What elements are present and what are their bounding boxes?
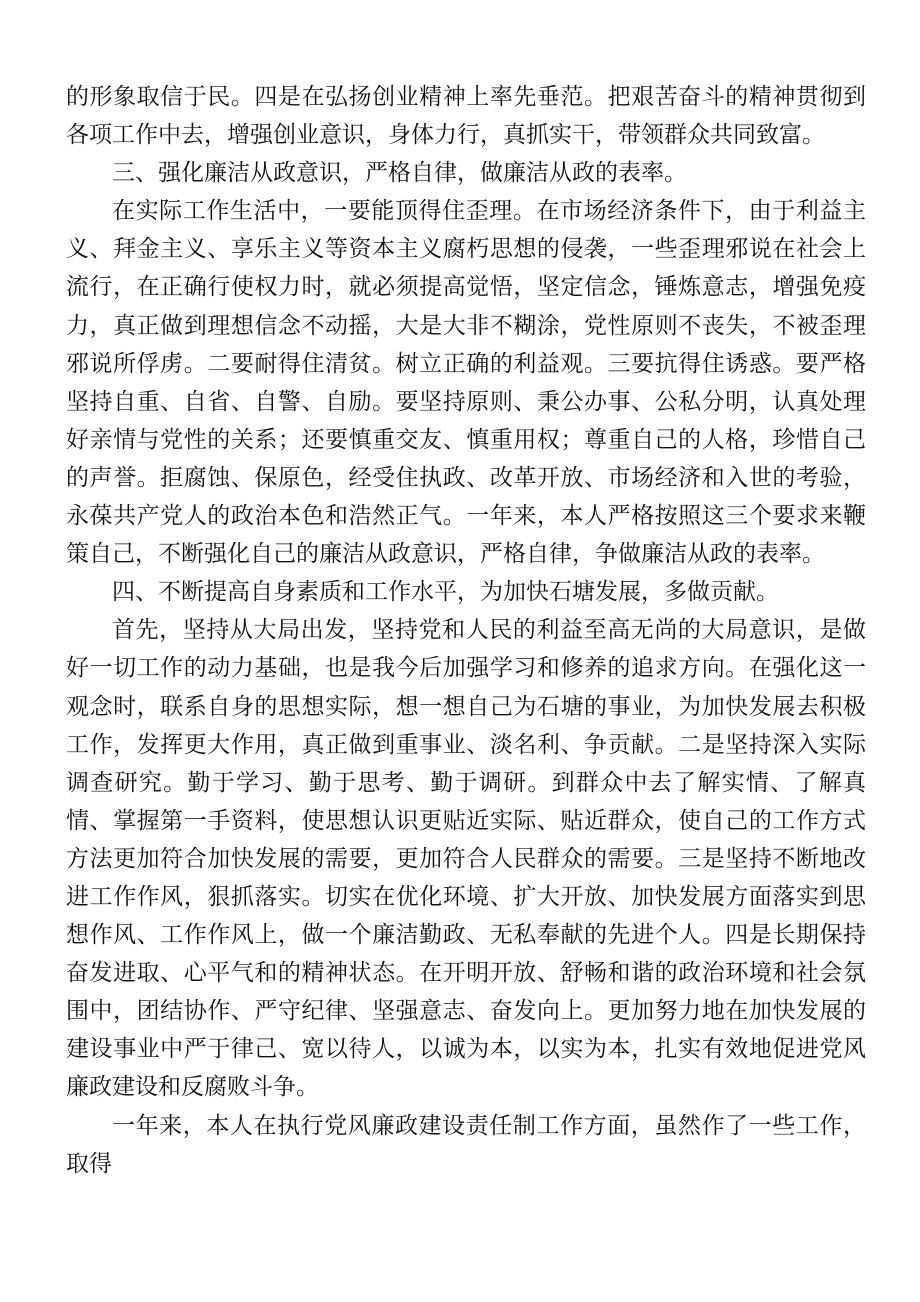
- section-heading-3: 三、强化廉洁从政意识，严格自律，做廉洁从政的表率。: [112, 160, 687, 187]
- paragraph-6: 一年来，本人在执行党风廉政建设责任制工作方面，虽然作了一些工作，取得: [66, 1112, 866, 1177]
- paragraph-3: 在实际工作生活中，一要能顶得住歪理。在市场经济条件下，由于利益主义、拜金主义、享乐主义等资本主义腐朽思想的侵袭，一些歪理邪说在社会上流行，在正确行使权力时，就必须提高觉悟，坚定信念，锤炼意志，增强免疫力，真正做到理想信念不动摇，大是大非不糊涂，党性原则不丧失，不被歪理邪说所俘虏。二要耐得住清贫。树立正确的利益观。三要抗得住诱惑。要严格坚持自重、自省、自警、自励。要坚持原则、秉公办事、公私分明，认真处理好亲情与党性的关系；还要慎重交友、慎重用权；尊重自己的人格，珍惜自己的声誉。拒腐蚀、保原色，经受住执政、改革开放、市场经济和入世的考验，永葆共产党人的政治本色和浩然正气。一年来，本人严格按照这三个要求来鞭策自己，不断强化自己的廉洁从政意识，严格自律，争做廉洁从政的表率。: [66, 198, 866, 568]
- section-heading-4: 四、不断提高自身素质和工作水平，为加快石塘发展，多做贡献。: [112, 579, 779, 606]
- paragraph-5: 首先，坚持从大局出发，坚持党和人民的利益至高无尚的大局意识，是做好一切工作的动力基础，也是我今后加强学习和修养的追求方向。在强化这一观念时，联系自身的思想实际，想一想自己为石塘的事业，为加快发展去积极工作，发挥更大作用，真正做到重事业、淡名利、争贡献。二是坚持深入实际调查研究。勤于学习、勤于思考、勤于调研。到群众中去了解实情、了解真情、掌握第一手资料，使思想认识更贴近实际、贴近群众，使自己的工作方式方法更加符合加快发展的需要，更加符合人民群众的需要。三是坚持不断地改进工作作风，狠抓落实。切实在优化环境、扩大开放、加快发展方面落实到思想作风、工作作风上，做一个廉洁勤政、无私奉献的先进个人。四是长期保持奋发进取、心平气和的精神状态。在开明开放、舒畅和谐的政治环境和社会氛围中，团结协作、严守纪律、坚强意志、奋发向上。更加努力地在加快发展的建设事业中严于律己、宽以待人，以诚为本，以实为本，扎实有效地促进党风廉政建设和反腐败斗争。: [66, 617, 866, 1101]
- document-body: [66, 78, 866, 1183]
- paragraph-1: 的形象取信于民。四是在弘扬创业精神上率先垂范。把艰苦奋斗的精神贯彻到各项工作中去，增强创业意识，身体力行，真抓实干，带领群众共同致富。: [66, 84, 866, 149]
